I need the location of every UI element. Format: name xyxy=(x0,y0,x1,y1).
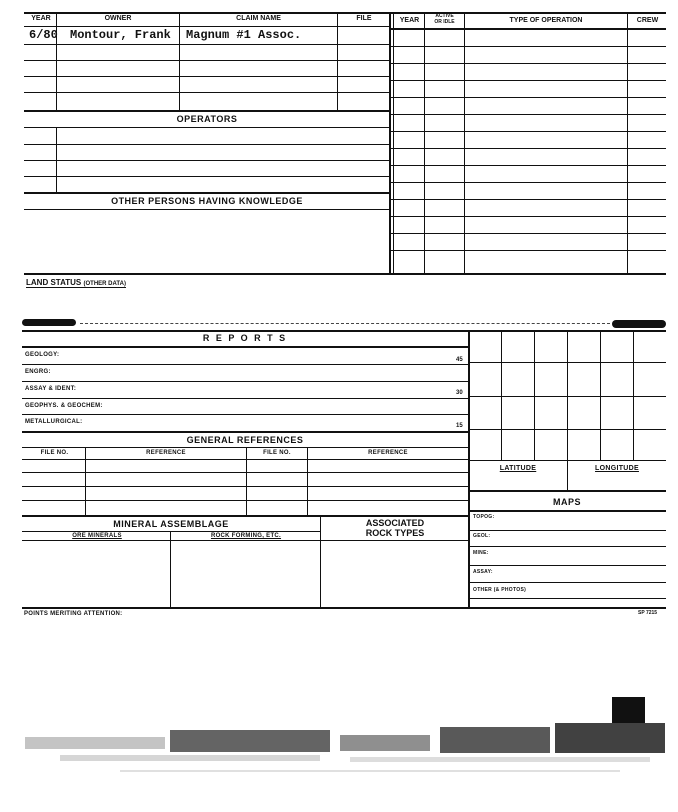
reference-header-1: REFERENCE xyxy=(146,450,186,456)
points-meriting-attention-label: POINTS MERITING ATTENTION: xyxy=(24,611,123,617)
claim-owner-value: Montour, Frank xyxy=(70,28,171,42)
maps-title: MAPS xyxy=(552,497,581,507)
other-photos-label: OTHER (& PHOTOS) xyxy=(473,587,527,593)
geology-number: 45 xyxy=(456,357,463,363)
file-no-header-1: FILE NO. xyxy=(40,450,69,456)
geology-label: GEOLOGY: xyxy=(25,352,60,358)
active-label: ACTIVE xyxy=(435,13,454,19)
reference-header-2: REFERENCE xyxy=(368,450,408,456)
assay-number: 30 xyxy=(456,390,463,396)
crew-header: CREW xyxy=(636,17,659,24)
metallurgical-label: METALLURGICAL: xyxy=(25,419,83,425)
active-idle-header xyxy=(425,13,464,25)
rock-types-label: ROCK TYPES xyxy=(365,528,425,538)
geol-label: GEOL: xyxy=(473,533,491,539)
ore-minerals-header: ORE MINERALS xyxy=(72,533,122,539)
claim-name-value: Magnum #1 Assoc. xyxy=(186,28,302,42)
other-persons-title: OTHER PERSONS HAVING KNOWLEDGE xyxy=(111,196,303,206)
mineral-assemblage-title: MINERAL ASSEMBLAGE xyxy=(113,519,229,529)
metallurgical-number: 15 xyxy=(456,423,463,429)
associated-label: ASSOCIATED xyxy=(365,518,425,528)
or-idle-label: OR IDLE xyxy=(434,19,455,25)
file-no-header-2: FILE NO. xyxy=(263,450,291,456)
reports-title: R E P O R T S xyxy=(202,333,288,343)
assay-ident-label: ASSAY & IDENT: xyxy=(25,386,77,392)
claim-year-value: 6/80 xyxy=(29,28,58,42)
year-header: YEAR xyxy=(31,15,51,22)
type-of-operation-header: TYPE OF OPERATION xyxy=(509,17,583,24)
topog-label: TOPOG: xyxy=(473,514,495,520)
file-header: FILE xyxy=(356,15,372,22)
longitude-label: LONGITUDE xyxy=(595,465,639,472)
mine-label: MINE: xyxy=(473,550,489,556)
form-number: SP 7215 xyxy=(638,610,658,616)
operators-title: OPERATORS xyxy=(176,114,238,124)
geophys-label: GEOPHYS. & GEOCHEM: xyxy=(25,403,103,409)
land-status-subtitle: (OTHER DATA) xyxy=(83,281,126,287)
latitude-label: LATITUDE xyxy=(499,465,537,472)
claim-name-header: CLAIM NAME xyxy=(236,15,281,22)
rock-forming-header: ROCK FORMING, ETC. xyxy=(210,533,282,539)
owner-header: OWNER xyxy=(104,15,132,22)
land-status-title: LAND STATUS xyxy=(26,278,82,287)
op-year-header: YEAR xyxy=(399,17,420,24)
land-status-label xyxy=(26,278,126,288)
assay-map-label: ASSAY: xyxy=(473,569,493,575)
engrg-label: ENGRG: xyxy=(25,369,51,375)
associated-rock-types-title xyxy=(322,518,468,538)
general-references-title: GENERAL REFERENCES xyxy=(186,435,304,445)
